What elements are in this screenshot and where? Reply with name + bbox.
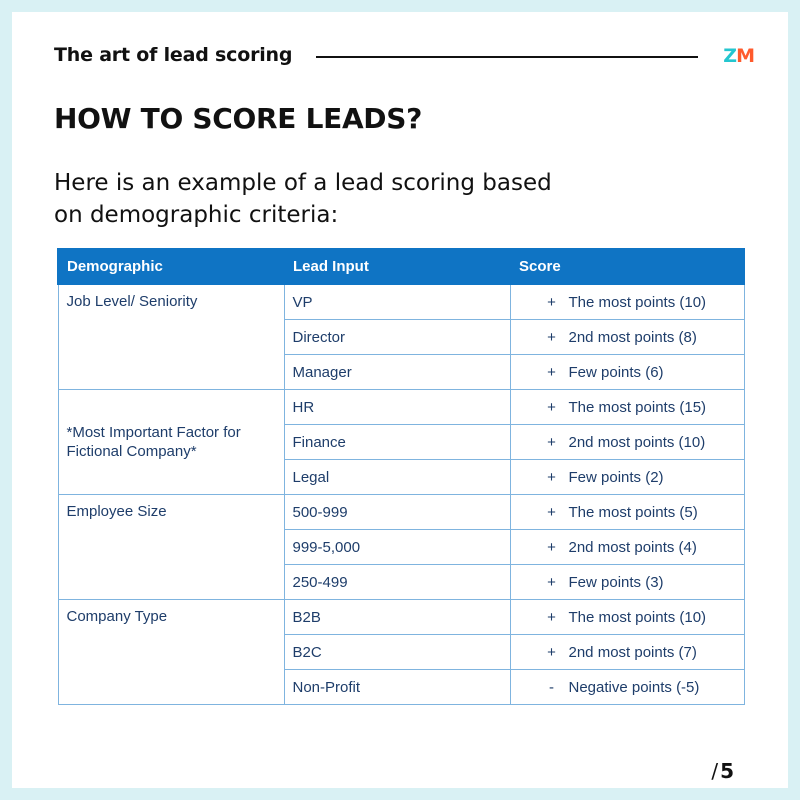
score-cell (510, 460, 744, 495)
header-score: Score (510, 249, 744, 284)
score-sign: + (547, 363, 556, 381)
demographic-cell: Job Level/ Seniority (58, 284, 284, 390)
score-cell (510, 635, 744, 670)
score-sign: + (547, 398, 556, 416)
lead-input-cell: Finance (284, 425, 510, 460)
score-sign: + (547, 538, 556, 556)
score-sign: + (547, 468, 556, 486)
score-sign: + (547, 643, 556, 661)
score-cell (510, 390, 744, 425)
score-sign: + (547, 293, 556, 311)
score-text: Few points (2) (568, 468, 664, 486)
score-text: The most points (5) (568, 503, 698, 521)
score-text: 2nd most points (8) (568, 328, 697, 346)
score-text: Few points (3) (568, 573, 664, 591)
lead-input-cell: 250-499 (284, 565, 510, 600)
series-title: The art of lead scoring (54, 44, 293, 66)
lead-input-cell: 500-999 (284, 495, 510, 530)
logo-z: Z (723, 45, 737, 67)
demographic-cell: *Most Important Factor for Fictional Company* (58, 390, 284, 495)
page-number (711, 759, 734, 783)
score-text: 2nd most points (7) (568, 643, 697, 661)
header-demographic: Demographic (58, 249, 284, 284)
slide-card (12, 12, 788, 788)
score-cell (510, 495, 744, 530)
score-cell (510, 670, 744, 705)
score-text: 2nd most points (4) (568, 538, 697, 556)
page-number-value: 5 (720, 759, 734, 783)
demographic-cell: Company Type (58, 600, 284, 705)
demographic-cell: Employee Size (58, 495, 284, 600)
score-sign: + (547, 503, 556, 521)
score-cell (510, 320, 744, 355)
intro-line-2: on demographic criteria: (54, 202, 339, 228)
lead-input-cell: HR (284, 390, 510, 425)
score-sign: + (547, 433, 556, 451)
score-sign: - (549, 678, 554, 696)
table-row (58, 284, 744, 320)
score-cell (510, 355, 744, 390)
score-cell (510, 284, 744, 320)
top-bar (54, 44, 754, 72)
score-cell (510, 565, 744, 600)
score-cell (510, 530, 744, 565)
lead-input-cell: B2B (284, 600, 510, 635)
lead-input-cell: Manager (284, 355, 510, 390)
header-lead-input: Lead Input (284, 249, 510, 284)
score-text: Few points (6) (568, 363, 664, 381)
lead-input-cell: 999-5,000 (284, 530, 510, 565)
table-row (58, 600, 744, 635)
score-text: The most points (15) (568, 398, 707, 416)
logo-m: M (736, 45, 754, 67)
zm-logo (723, 45, 754, 67)
score-text: Negative points (-5) (568, 678, 700, 696)
page-slash: / (711, 759, 719, 783)
score-text: The most points (10) (568, 608, 707, 626)
intro-line-1: Here is an example of a lead scoring based (54, 170, 552, 196)
score-cell (510, 600, 744, 635)
lead-input-cell: B2C (284, 635, 510, 670)
table-header-row (58, 249, 744, 284)
lead-input-cell: VP (284, 284, 510, 320)
intro-text (54, 167, 654, 231)
table-row (58, 495, 744, 530)
lead-input-cell: Legal (284, 460, 510, 495)
score-text: The most points (10) (568, 293, 707, 311)
score-text: 2nd most points (10) (568, 433, 706, 451)
page-heading: HOW TO SCORE LEADS? (54, 102, 423, 135)
score-sign: + (547, 608, 556, 626)
score-cell (510, 425, 744, 460)
lead-scoring-table (57, 248, 745, 705)
lead-input-cell: Non-Profit (284, 670, 510, 705)
header-rule (316, 56, 698, 58)
table-row (58, 390, 744, 425)
score-sign: + (547, 573, 556, 591)
lead-input-cell: Director (284, 320, 510, 355)
score-sign: + (547, 328, 556, 346)
